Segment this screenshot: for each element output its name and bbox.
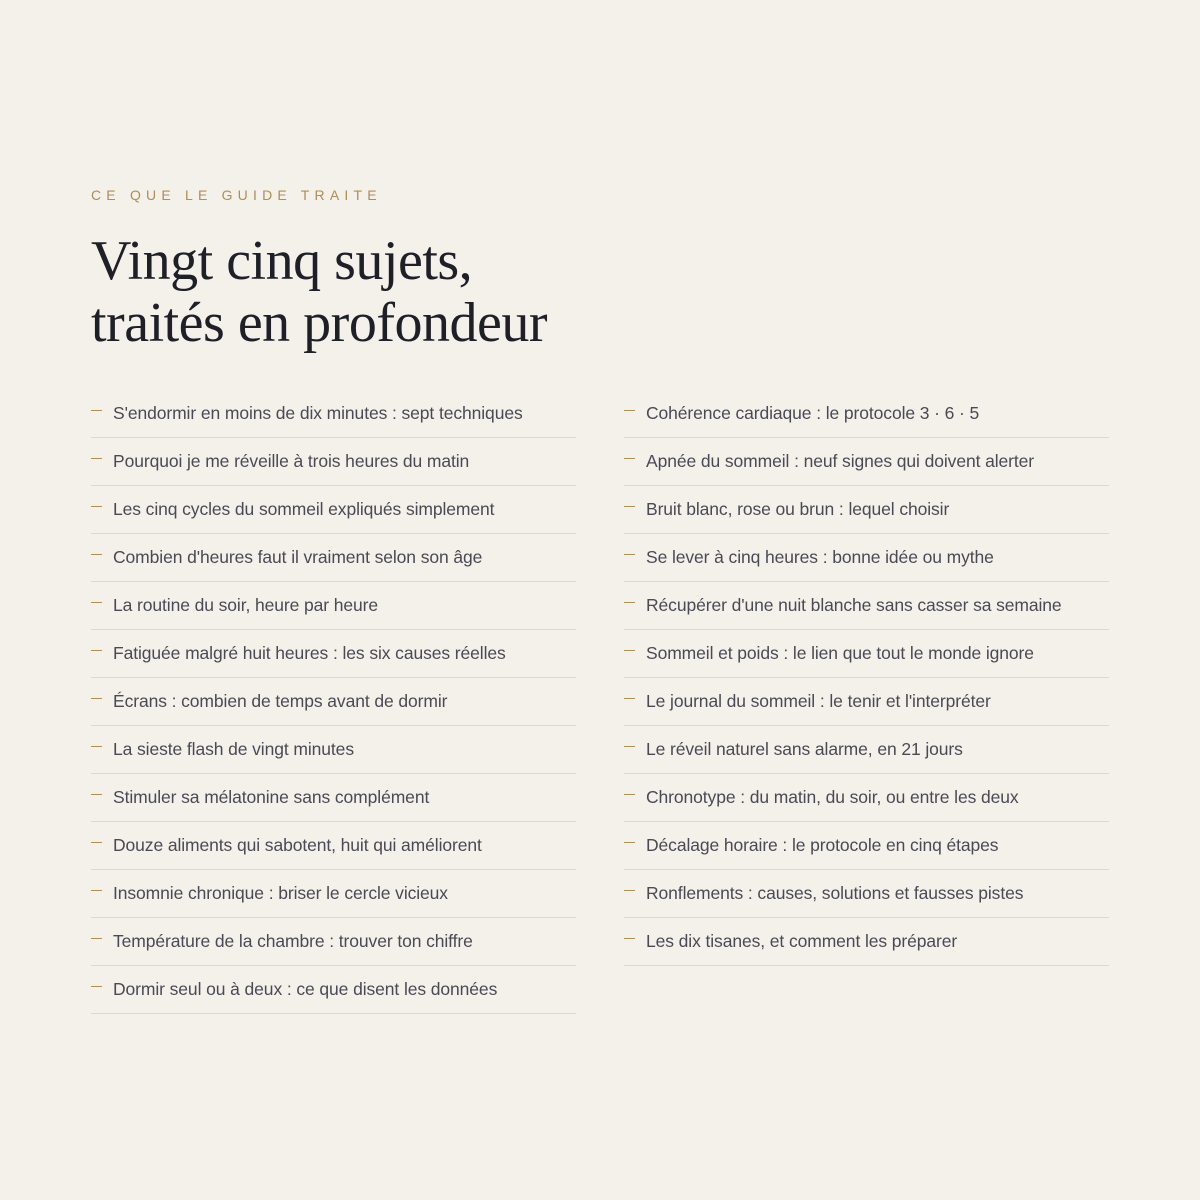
dash-bullet-icon [91, 794, 102, 795]
topic-label: Fatiguée malgré huit heures : les six causes réelles [113, 643, 506, 663]
topic-label: S'endormir en moins de dix minutes : sept techniques [113, 403, 523, 423]
topic-list-item [91, 534, 576, 582]
dash-bullet-icon [624, 650, 635, 651]
topic-label: Le journal du sommeil : le tenir et l'interpréter [646, 691, 991, 711]
topic-list-item [624, 630, 1109, 678]
topic-list-item [91, 774, 576, 822]
section-eyebrow: CE QUE LE GUIDE TRAITE [91, 187, 382, 203]
topic-label: Les cinq cycles du sommeil expliqués simplement [113, 499, 495, 519]
topic-label: Ronflements : causes, solutions et fausses pistes [646, 883, 1024, 903]
topic-list-item [91, 438, 576, 486]
topic-label: Insomnie chronique : briser le cercle vicieux [113, 883, 448, 903]
topic-list-item [91, 390, 576, 438]
topic-list-item [91, 870, 576, 918]
topic-list-item [624, 486, 1109, 534]
topic-label: Combien d'heures faut il vraiment selon son âge [113, 547, 483, 567]
dash-bullet-icon [624, 698, 635, 699]
dash-bullet-icon [624, 794, 635, 795]
topic-label: Cohérence cardiaque : le protocole 3 · 6 · 5 [646, 403, 980, 423]
topic-list-item [91, 966, 576, 1014]
topic-label: Pourquoi je me réveille à trois heures du matin [113, 451, 470, 471]
dash-bullet-icon [91, 554, 102, 555]
topic-list-right [624, 390, 1109, 966]
dash-bullet-icon [624, 842, 635, 843]
dash-bullet-icon [91, 890, 102, 891]
topic-label: Bruit blanc, rose ou brun : lequel choisir [646, 499, 950, 519]
section-title-line-1: Vingt cinq sujets, [91, 230, 473, 292]
topic-list-item [624, 534, 1109, 582]
dash-bullet-icon [91, 698, 102, 699]
topic-list-item [624, 822, 1109, 870]
topic-list-item [91, 822, 576, 870]
topic-label: La routine du soir, heure par heure [113, 595, 379, 615]
section-title-line-2: traités en profondeur [91, 292, 547, 354]
section-title [91, 230, 547, 354]
topic-list-item [624, 438, 1109, 486]
topic-label: Stimuler sa mélatonine sans complément [113, 787, 430, 807]
dash-bullet-icon [91, 506, 102, 507]
topic-list-item [91, 726, 576, 774]
dash-bullet-icon [624, 602, 635, 603]
dash-bullet-icon [91, 602, 102, 603]
topic-label: Récupérer d'une nuit blanche sans casser sa semaine [646, 595, 1062, 615]
topic-label: Apnée du sommeil : neuf signes qui doivent alerter [646, 451, 1035, 471]
topic-label: Dormir seul ou à deux : ce que disent les données [113, 979, 498, 999]
dash-bullet-icon [91, 938, 102, 939]
topic-list-item [624, 678, 1109, 726]
topic-list-item [91, 486, 576, 534]
topic-label: Les dix tisanes, et comment les préparer [646, 931, 958, 951]
dash-bullet-icon [91, 842, 102, 843]
dash-bullet-icon [624, 938, 635, 939]
dash-bullet-icon [624, 410, 635, 411]
dash-bullet-icon [624, 554, 635, 555]
topic-label: Écrans : combien de temps avant de dormir [113, 691, 448, 711]
topic-list-item [624, 726, 1109, 774]
topic-label: Décalage horaire : le protocole en cinq étapes [646, 835, 999, 855]
topic-list-item [91, 582, 576, 630]
dash-bullet-icon [624, 890, 635, 891]
dash-bullet-icon [624, 506, 635, 507]
dash-bullet-icon [624, 746, 635, 747]
topic-list-left [91, 390, 576, 1014]
dash-bullet-icon [91, 410, 102, 411]
topic-label: Le réveil naturel sans alarme, en 21 jours [646, 739, 963, 759]
topic-label: Se lever à cinq heures : bonne idée ou mythe [646, 547, 994, 567]
topic-list-item [624, 390, 1109, 438]
topic-label: La sieste flash de vingt minutes [113, 739, 354, 759]
topic-list-item [91, 630, 576, 678]
topic-label: Douze aliments qui sabotent, huit qui améliorent [113, 835, 482, 855]
topic-label: Sommeil et poids : le lien que tout le monde ignore [646, 643, 1034, 663]
topic-label: Chronotype : du matin, du soir, ou entre les deux [646, 787, 1019, 807]
topic-list-item [624, 582, 1109, 630]
dash-bullet-icon [91, 746, 102, 747]
topic-label: Température de la chambre : trouver ton chiffre [113, 931, 473, 951]
topic-list-item [91, 678, 576, 726]
dash-bullet-icon [91, 458, 102, 459]
topic-list-item [624, 918, 1109, 966]
dash-bullet-icon [624, 458, 635, 459]
dash-bullet-icon [91, 650, 102, 651]
topic-list-item [624, 870, 1109, 918]
dash-bullet-icon [91, 986, 102, 987]
topic-list-item [91, 918, 576, 966]
topic-list-item [624, 774, 1109, 822]
